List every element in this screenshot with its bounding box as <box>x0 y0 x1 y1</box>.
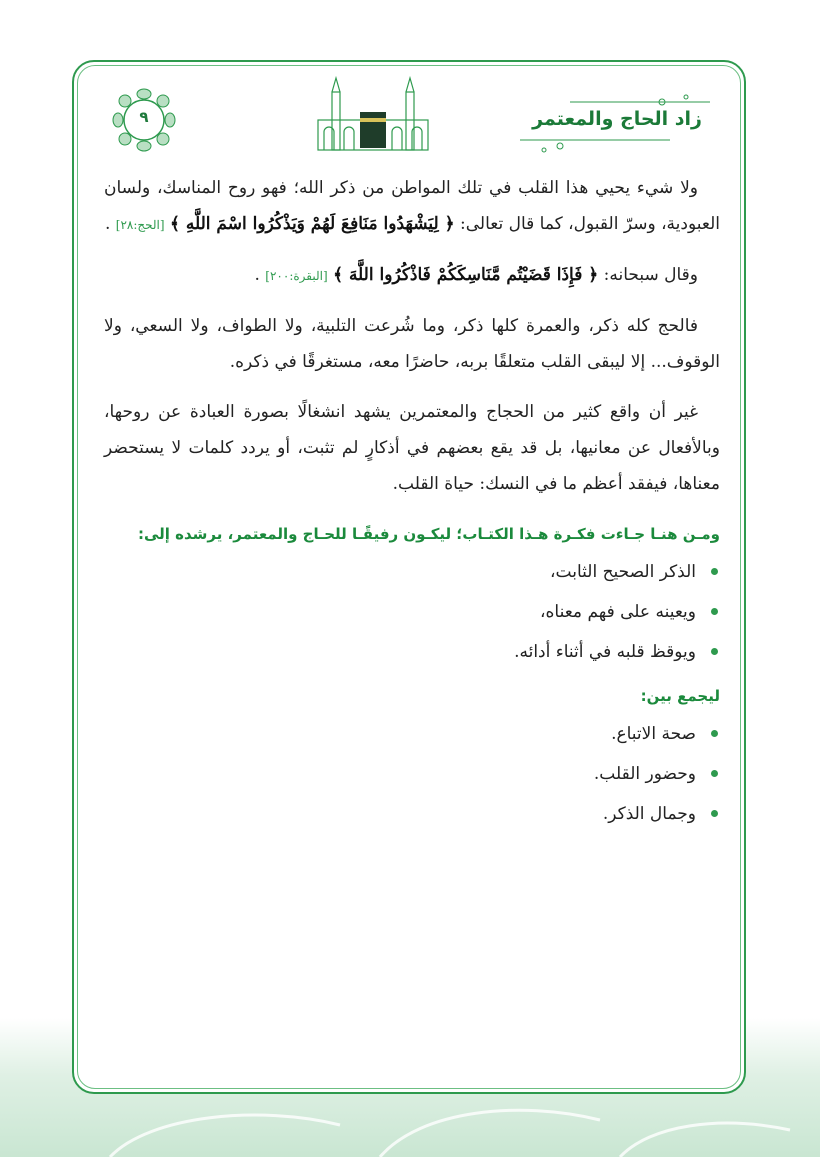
paragraph-remembrance <box>104 170 720 243</box>
paragraph-text: وقال سبحانه: <box>598 265 698 285</box>
page-content <box>104 170 720 834</box>
page-number: ٩ <box>139 108 149 126</box>
bullet-icon <box>711 608 718 615</box>
paragraph-end: . <box>104 214 111 234</box>
list-item: ويعينه على فهم معناه، <box>104 592 720 632</box>
kaaba-mosque-icon <box>314 74 432 154</box>
list-item: وجمال الذكر. <box>104 794 720 834</box>
list-item: ويوقظ قلبه في أثناء أدائه. <box>104 632 720 672</box>
combine-list <box>104 714 720 834</box>
verse-reference: [الحج:٢٨] <box>115 218 165 232</box>
paragraph-reality: غير أن واقع كثير من الحجاج والمعتمرين يشهد انشغالًا بصورة العبادة عن روحها، وبالأفعال عن معانيها، بل قد يقع بعضهم في أذكارٍ لم تثبت، أو يردد كلمات لا يستحضر معناها، فيفقد أعظم ما في النسك: حياة القلب. <box>104 402 720 494</box>
list-item: الذكر الصحيح الثابت، <box>104 552 720 592</box>
list-item: وحضور القلب. <box>104 754 720 794</box>
bullet-icon <box>711 770 718 777</box>
bullet-icon <box>711 568 718 575</box>
book-title: زاد الحاج والمعتمر <box>532 108 702 130</box>
quran-verse: ﴿ فَإِذَا قَضَيْتُم مَّنَاسِكَكُمْ فَاذْكُرُوا اللَّهَ ﴾ <box>333 265 599 285</box>
paragraph-end: . <box>254 265 260 285</box>
bottom-decoration <box>0 1095 820 1157</box>
book-purpose-heading: ومـن هنـا جـاءت فكـرة هـذا الكتـاب؛ ليكـون رفيقًـا للحـاج والمعتمر، يرشده إلى: <box>137 525 720 543</box>
combine-heading: ليجمع بين: <box>640 687 720 705</box>
bullet-icon <box>711 810 718 817</box>
paragraph-hajj-dhikr: فالحج كله ذكر، والعمرة كلها ذكر، وما شُرعت التلبية، ولا الطواف، ولا السعي، ولا الوقوف... إلا ليبقى القلب متعلقًا بربه، حاضرًا معه، مستغرقًا في ذكره. <box>104 316 720 372</box>
quran-verse: ﴿ لِيَشْهَدُوا مَنَافِعَ لَهُمْ وَيَذْكُرُوا اسْمَ اللَّهِ ﴾ <box>169 214 455 234</box>
paragraph-text: ولا شيء يحيي هذا القلب في تلك المواطن من ذكر الله؛ فهو روح المناسك، ولسان العبودية، وسرّ القبول، كما قال تعالى: <box>104 178 720 234</box>
guidance-list <box>104 552 720 672</box>
bullet-icon <box>711 730 718 737</box>
verse-reference: [البقرة:٢٠٠] <box>265 269 328 283</box>
bullet-icon <box>711 648 718 655</box>
paragraph-subhanahu <box>104 257 720 294</box>
list-item: صحة الاتباع. <box>104 714 720 754</box>
